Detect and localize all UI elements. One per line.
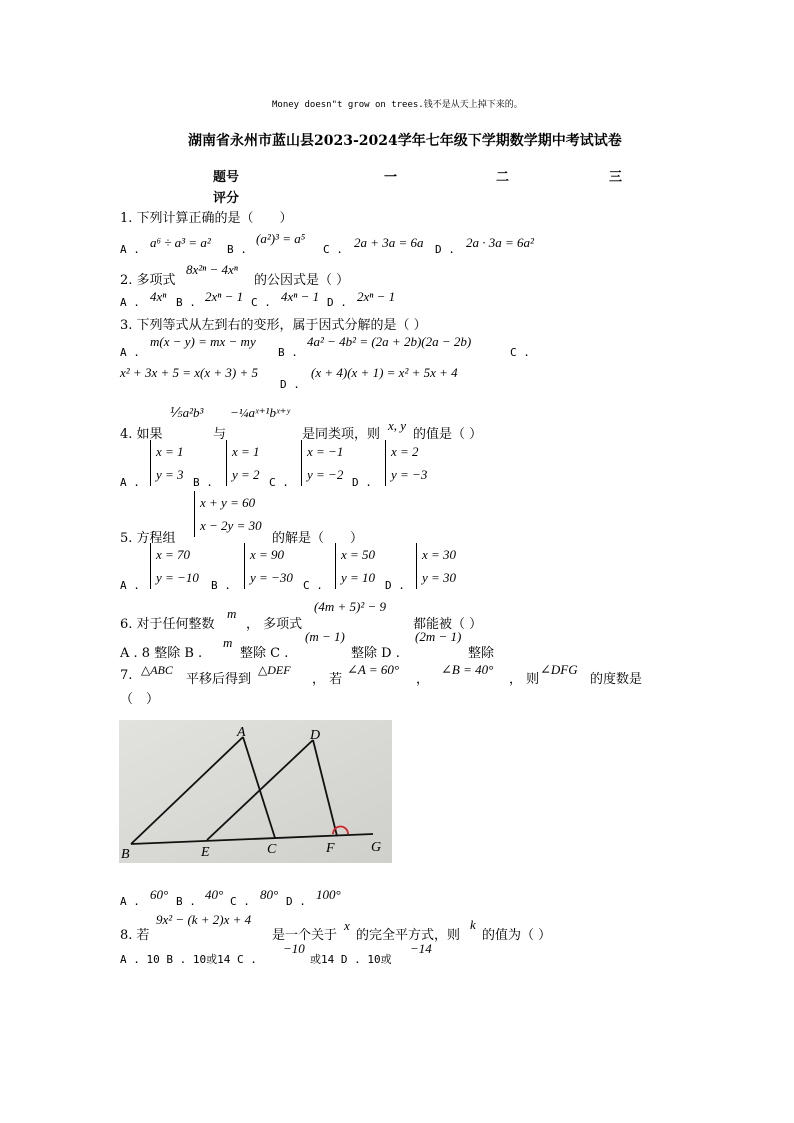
q7-angle-b: ∠B = 40° xyxy=(441,662,494,677)
q7-figure-translation xyxy=(119,720,392,863)
q6-option-b-var: m xyxy=(223,635,233,650)
q4-expr-2: −¼aˣ⁺¹bˣ⁺ʸ xyxy=(230,405,290,420)
q2-option-c-expr: 4xⁿ − 1 xyxy=(281,289,320,304)
q8-expr: 9x² − (k + 2)x + 4 xyxy=(156,912,252,927)
q3-option-c-label: C . xyxy=(510,346,530,359)
q1-option-a-expr: a⁶ ÷ a³ = a² xyxy=(150,235,211,250)
score-col-1: 一 xyxy=(384,170,398,185)
q7-figure-label-e: E xyxy=(201,845,210,860)
q3-stem: 3. 下列等式从左到右的变形，属于因式分解的是（ ） xyxy=(120,318,427,333)
q3-option-c-expr: x² + 3x + 5 = x(x + 3) + 5 xyxy=(120,365,258,380)
q1-option-a-label: A . xyxy=(120,243,140,256)
q7-option-c-value: 80° xyxy=(260,887,279,902)
q6-option-b-c: 整除 C . xyxy=(240,646,289,661)
q4-option-c-system: x = −1 y = −2 xyxy=(301,440,343,486)
score-row-label-score: 评分 xyxy=(213,191,240,206)
q1-option-c-label: C . xyxy=(323,243,343,256)
q5-stem-pre: 5. 方程组 xyxy=(120,531,176,546)
q7-figure-label-c: C xyxy=(267,842,277,857)
q6-stem-post: 都能被（ ） xyxy=(413,617,483,632)
q7-figure-label-g: G xyxy=(371,840,382,855)
q5-option-a-label: A . xyxy=(120,579,140,592)
q7-option-c-label: C . xyxy=(230,895,250,908)
q7-triangle-def: △DEF xyxy=(258,663,291,677)
q2-stem-expr: 8x²ⁿ − 4xⁿ xyxy=(186,262,238,277)
q5-option-b-system: x = 90 y = −30 xyxy=(244,543,293,589)
q5-option-d-label: D . xyxy=(385,579,405,592)
q2-option-a-label: A . xyxy=(120,296,140,309)
q8-options-a-c: A . 10 B . 10或14 C . xyxy=(120,953,257,966)
q7-figure-label-d: D xyxy=(310,728,321,743)
q5-option-b-label: B . xyxy=(211,579,231,592)
q7-figure-label-f: F xyxy=(326,841,335,856)
q8-stem-mid2: 的完全平方式，则 xyxy=(356,928,461,943)
q4-vars: x, y xyxy=(388,418,407,433)
motto-text: Money doesn"t grow on trees.钱不是从天上掉下来的。 xyxy=(272,100,523,110)
q4-option-c-label: C . xyxy=(269,476,289,489)
score-col-2: 二 xyxy=(496,170,510,185)
page-title: 湖南省永州市蓝山县2023-2024学年七年级下学期数学期中考试试卷 xyxy=(188,133,622,149)
q7-angle-a: ∠A = 60° xyxy=(347,662,400,677)
q3-option-d-expr: (x + 4)(x + 1) = x² + 5x + 4 xyxy=(311,365,458,380)
q7-option-b-label: B . xyxy=(176,895,196,908)
q3-option-d-label: D . xyxy=(280,378,300,391)
q4-option-d-label: D . xyxy=(352,476,372,489)
q7-stem-s3: ， xyxy=(416,672,430,687)
q8-stem-pre: 8. 若 xyxy=(120,928,150,943)
q6-option-c-d: 整除 D . xyxy=(351,646,400,661)
q4-option-a-label: A . xyxy=(120,476,140,489)
q5-option-c-system: x = 50 y = 10 xyxy=(335,543,375,589)
q1-option-d-expr: 2a · 3a = 6a² xyxy=(466,235,534,250)
q7-stem-s5: 的度数是 xyxy=(590,672,643,687)
q1-option-b-label: B . xyxy=(227,243,247,256)
q8-var-k: k xyxy=(470,917,476,932)
q7-stem-number: 7. xyxy=(120,668,133,683)
q7-stem-close: （ ） xyxy=(120,692,160,707)
q8-stem-post: 的值为（ ） xyxy=(482,928,552,943)
q7-option-d-value: 100° xyxy=(316,887,341,902)
q4-stem-end: 的值是（ ） xyxy=(413,427,483,442)
q7-option-a-label: A . xyxy=(120,895,140,908)
q5-option-d-system: x = 30 y = 30 xyxy=(416,543,456,589)
q7-option-d-label: D . xyxy=(286,895,306,908)
q7-stem-s4: ， 则 xyxy=(509,672,540,687)
score-row-label-number: 题号 xyxy=(213,170,240,185)
q7-triangle-abc: △ABC xyxy=(141,663,173,677)
q4-expr-1: ⅕a²b³ xyxy=(170,405,204,420)
q4-stem-mid: 与 xyxy=(213,427,227,442)
q8-stem-mid: 是一个关于 xyxy=(272,928,338,943)
q2-option-c-label: C . xyxy=(251,296,271,309)
score-col-3: 三 xyxy=(609,170,623,185)
q3-option-a-expr: m(x − y) = mx − my xyxy=(150,334,256,349)
q6-option-d-expr: (2m − 1) xyxy=(415,629,462,644)
q2-option-b-label: B . xyxy=(176,296,196,309)
q2-stem-post: 的公因式是（ ） xyxy=(254,273,350,288)
q7-angle-dfg: ∠DFG xyxy=(540,662,578,677)
q7-option-a-value: 60° xyxy=(150,887,169,902)
q2-option-a-expr: 4xⁿ xyxy=(150,289,167,304)
q3-option-a-label: A . xyxy=(120,346,140,359)
q7-stem-s2: ， 若 xyxy=(312,672,343,687)
q5-stem-post: 的解是（ ） xyxy=(272,531,364,546)
q6-option-d-post: 整除 xyxy=(468,646,495,661)
q7-option-b-value: 40° xyxy=(205,887,224,902)
q2-option-d-expr: 2xⁿ − 1 xyxy=(357,289,396,304)
q6-option-c-expr: (m − 1) xyxy=(305,629,345,644)
q8-option-d-value: −14 xyxy=(410,941,432,956)
q1-option-d-label: D . xyxy=(435,243,455,256)
q6-stem-pre: 6. 对于任何整数 xyxy=(120,617,215,632)
q4-option-b-label: B . xyxy=(193,476,213,489)
q1-option-c-expr: 2a + 3a = 6a xyxy=(354,235,424,250)
q2-stem-pre: 2. 多项式 xyxy=(120,273,176,288)
q2-option-d-label: D . xyxy=(327,296,347,309)
q8-var-x: x xyxy=(344,918,350,933)
q4-option-b-system: x = 1 y = 2 xyxy=(226,440,260,486)
q8-option-c-value: −10 xyxy=(283,941,305,956)
q4-stem-post: 是同类项，则 xyxy=(302,427,381,442)
q2-option-b-expr: 2xⁿ − 1 xyxy=(205,289,244,304)
q6-var-m: m xyxy=(227,606,237,621)
q8-options-c-d: 或14 D . 10或 xyxy=(310,953,392,966)
q3-option-b-expr: 4a² − 4b² = (2a + 2b)(2a − 2b) xyxy=(307,334,472,349)
q4-option-a-system: x = 1 y = 3 xyxy=(150,440,184,486)
q4-stem-pre: 4. 如果 xyxy=(120,427,163,442)
q5-equation-system: x + y = 60 x − 2y = 30 xyxy=(194,491,262,537)
q7-figure-label-b: B xyxy=(121,847,130,862)
q6-stem-mid: ， 多项式 xyxy=(246,617,303,632)
q4-option-d-system: x = 2 y = −3 xyxy=(385,440,427,486)
q6-expr: (4m + 5)² − 9 xyxy=(314,599,386,614)
q3-option-b-label: B . xyxy=(278,346,298,359)
q7-stem-s1: 平移后得到 xyxy=(186,672,252,687)
q6-option-a-b: A . 8 整除 B . xyxy=(120,646,203,661)
q5-option-a-system: x = 70 y = −10 xyxy=(150,543,199,589)
q1-option-b-expr: (a²)³ = a⁵ xyxy=(256,231,306,246)
q5-option-c-label: C . xyxy=(303,579,323,592)
q1-stem: 1. 下列计算正确的是（ ） xyxy=(120,211,293,226)
q7-figure-label-a: A xyxy=(237,725,246,740)
